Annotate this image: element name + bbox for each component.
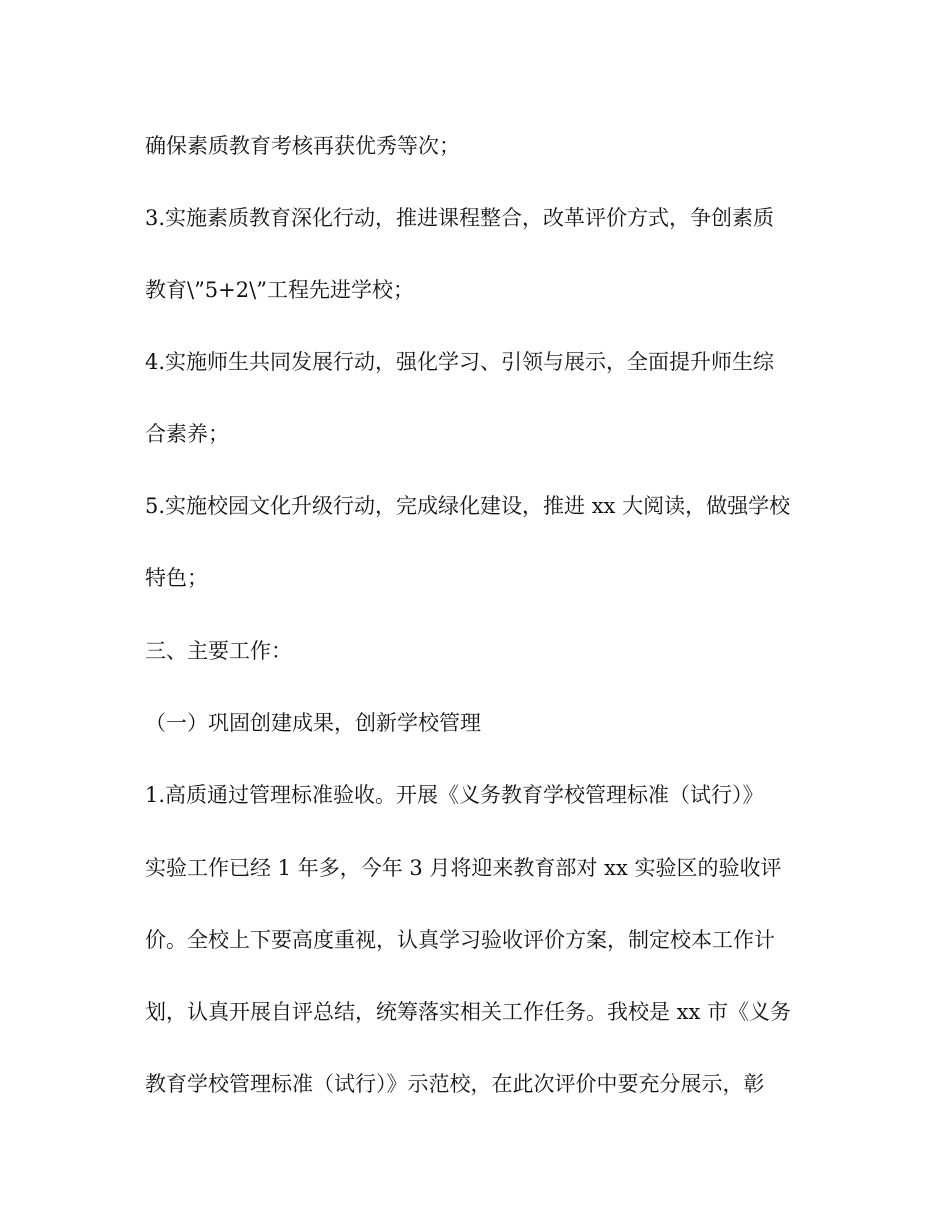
text-line: 划，认真开展自评总结，统筹落实相关工作任务。我校是 xx 市《义务 bbox=[145, 1000, 792, 1024]
text-line: 教育学校管理标准（试行）》示范校，在此次评价中要充分展示，彰 bbox=[145, 1072, 765, 1096]
text-line: 确保素质教育考核再获优秀等次； bbox=[145, 134, 460, 158]
text-line: 4.实施师生共同发展行动，强化学习、引领与展示，全面提升师生综 bbox=[145, 350, 775, 374]
text-line: 5.实施校园文化升级行动，完成绿化建设，推进 xx 大阅读，做强学校 bbox=[145, 494, 791, 518]
text-line: 实验工作已经 1 年多，今年 3 月将迎来教育部对 xx 实验区的验收评 bbox=[145, 856, 782, 880]
text-line: 教育\”5+2\”工程先进学校； bbox=[145, 278, 414, 302]
text-line: 合素养； bbox=[145, 422, 229, 446]
text-line: 1.高质通过管理标准验收。开展《义务教育学校管理标准（试行）》 bbox=[145, 783, 764, 807]
section-heading: 三、主要工作： bbox=[145, 639, 292, 663]
text-line: 特色； bbox=[145, 566, 208, 590]
subsection-heading: （一）巩固创建成果，创新学校管理 bbox=[145, 711, 481, 735]
text-line: 3.实施素质教育深化行动，推进课程整合，改革评价方式，争创素质 bbox=[145, 206, 775, 230]
text-line: 价。全校上下要高度重视，认真学习验收评价方案，制定校本工作计 bbox=[145, 928, 775, 952]
